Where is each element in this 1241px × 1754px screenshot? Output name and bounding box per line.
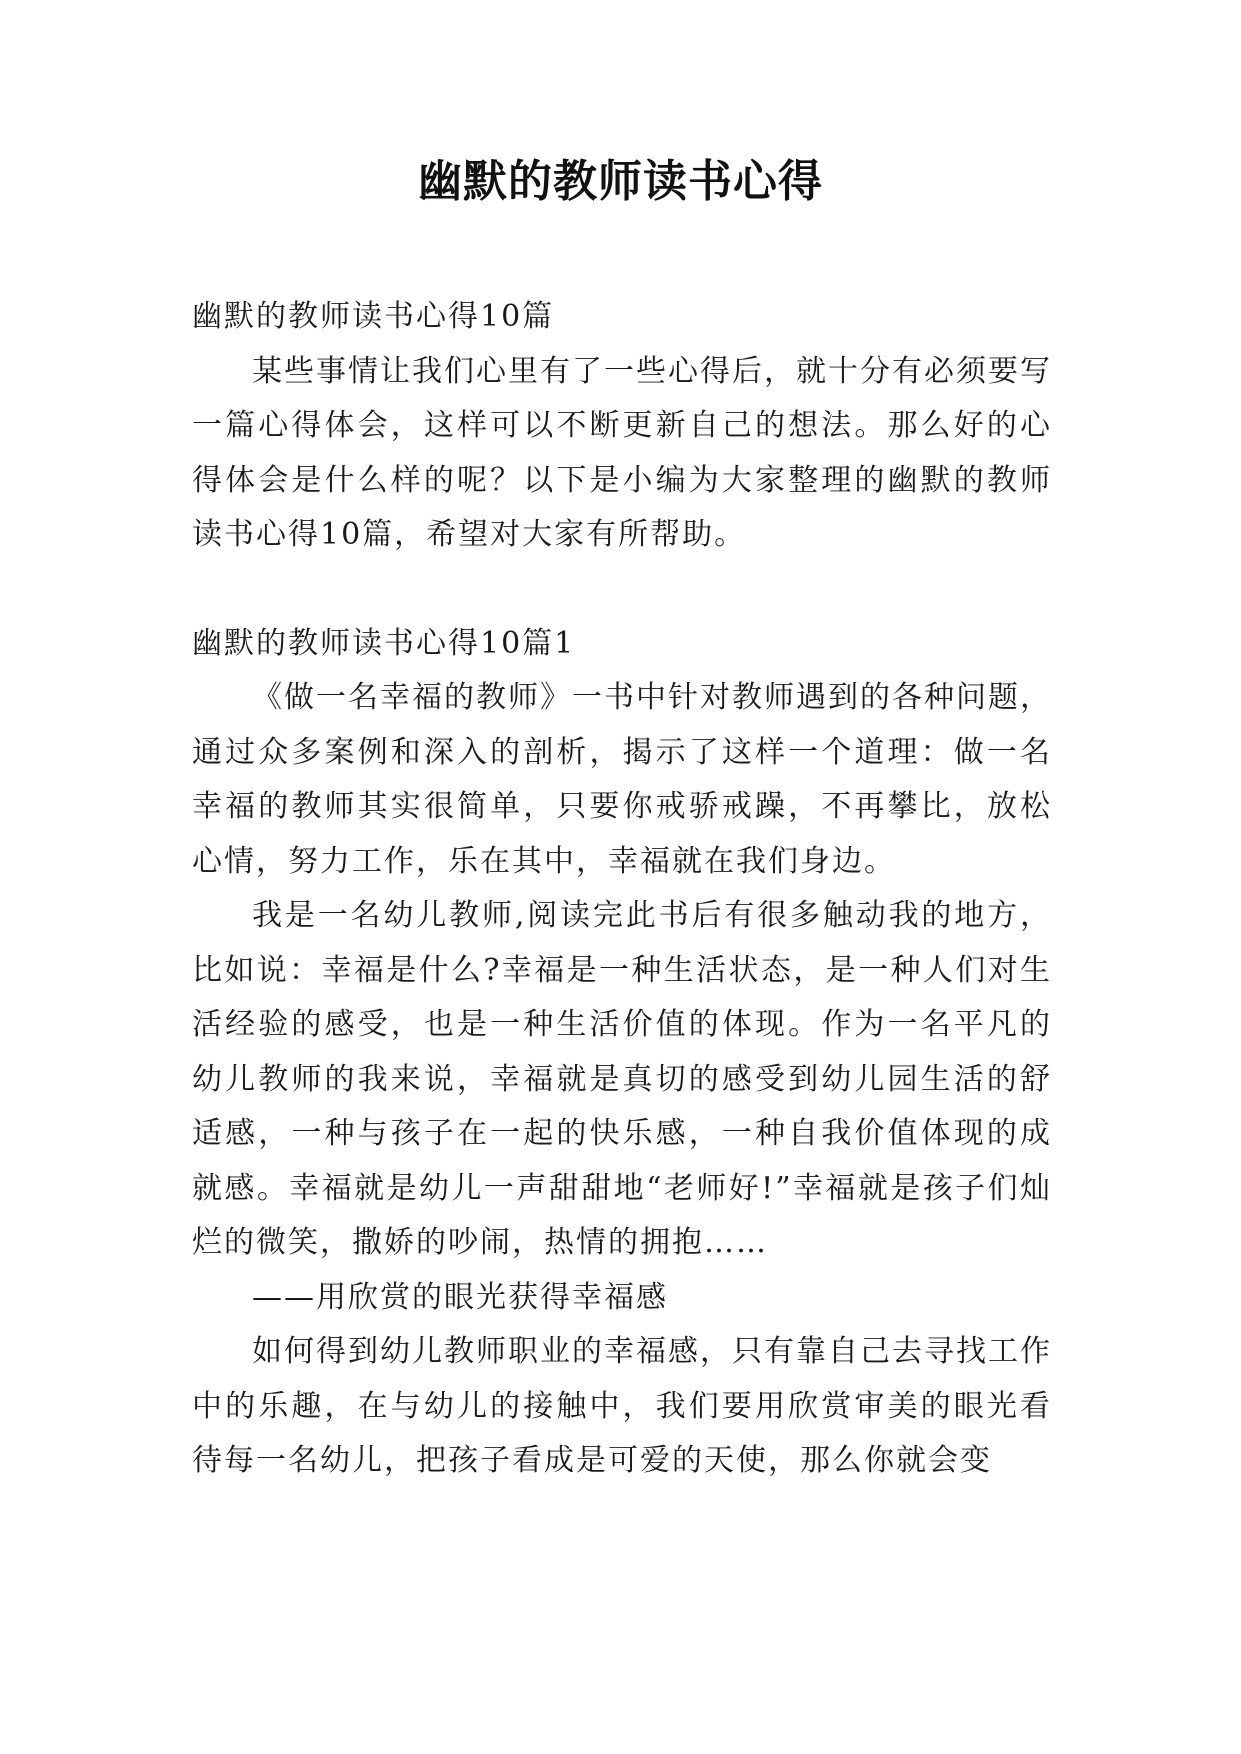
body-paragraph: 如何得到幼儿教师职业的幸福感，只有靠自己去寻找工作中的乐趣，在与幼儿的接触中，我们要用欣赏审美的眼光看待每一名幼儿，把孩子看成是可爱的天使，那么你就会变 [192, 1334, 1052, 1478]
section-spacer [192, 563, 1052, 617]
body-paragraph: 《做一名幸福的教师》一书中针对教师遇到的各种问题，通过众多案例和深入的剖析，揭示了这样一个道理：做一名幸福的教师其实很简单，只要你戒骄戒躁，不再攀比，放松心情，努力工作，乐在其中，幸福就在我们身边。 [192, 680, 1052, 879]
document-body [192, 290, 1052, 1489]
section-heading: 幽默的教师读书心得10篇1 [192, 625, 576, 661]
subheading-line: ——用欣赏的眼光获得幸福感 [252, 1279, 668, 1315]
body-paragraph: 我是一名幼儿教师,阅读完此书后有很多触动我的地方，比如说：幸福是什么?幸福是一种生活状态，是一种人们对生活经验的感受，也是一种生活价值的体现。作为一名平凡的幼儿教师的我来说，幸福就是真切的感受到幼儿园生活的舒适感，一种与孩子在一起的快乐感，一种自我价值体现的成就感。幸福就是幼儿一声甜甜地“老师好!”幸福就是孩子们灿烂的微笑，撒娇的吵闹，热情的拥抱…… [192, 898, 1052, 1260]
document-title: 幽默的教师读书心得 [418, 156, 823, 207]
intro-heading: 幽默的教师读书心得10篇 [192, 299, 555, 334]
intro-paragraph: 某些事情让我们心里有了一些心得后，就十分有必须要写一篇心得体会，这样可以不断更新自己的想法。那么好的心得体会是什么样的呢？以下是小编为大家整理的幽默的教师读书心得10篇，希望对大家有所帮助。 [192, 353, 1052, 552]
